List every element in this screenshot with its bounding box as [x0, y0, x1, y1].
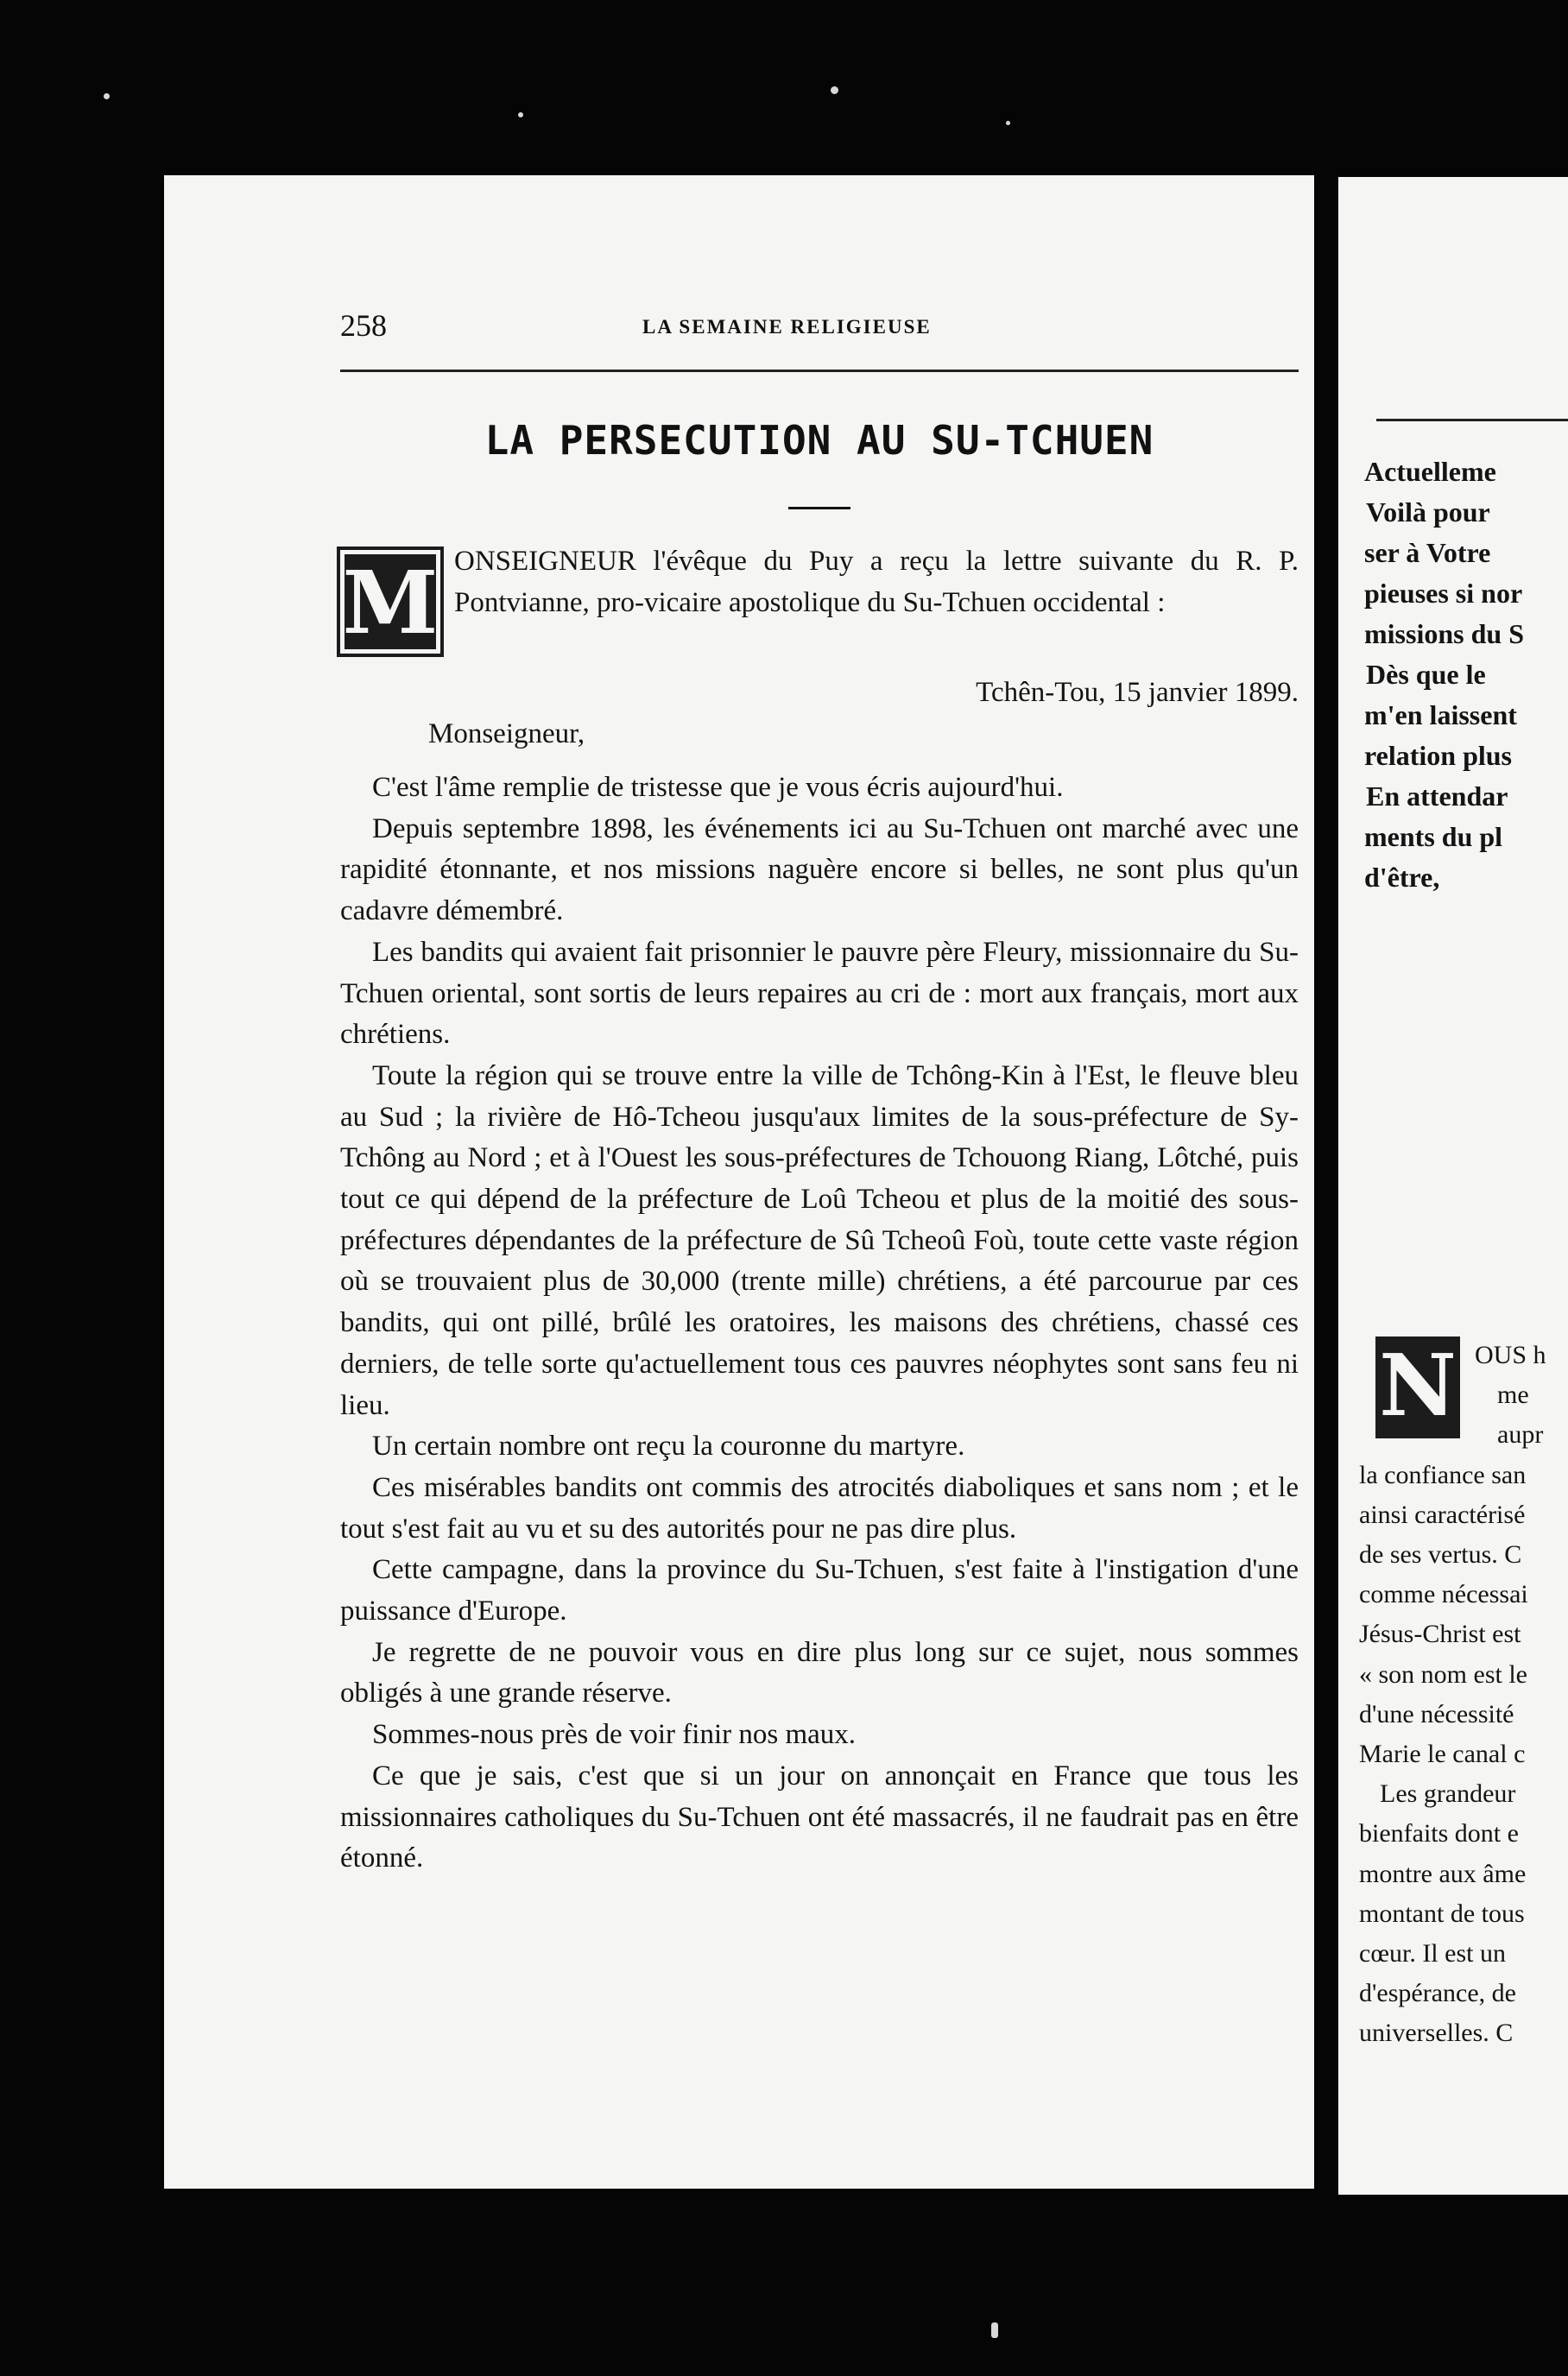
paragraph: Toute la région qui se trouve entre la ville de Tchông-Kin à l'Est, le fleuve bleu au Sud ; la rivière de Hô-Tcheou jusqu'aux limites de la sous-préfecture de Sy-Tchông au Nord ; et à l'Ouest les sous-préfectures de Tchouong Riang, Lôtché, puis tout ce qui dépend de la préfecture de Loû Tcheou et plus de la moitié des sous-préfectures dépendantes de la préfecture de Sû Tcheoû Foù, toute cette vaste région où se trouvaient plus de 30,000 (trente mille) chrétiens, a été parcourue par ces bandits, qui ont pillé, brûlé les oratoires, les maisons des chrétiens, chassé ces derniers, de telle sorte qu'actuellement tous ces pauvres néophytes sont sans feu ni lieu. — [340, 1059, 1299, 1421]
paragraph: C'est l'âme remplie de tristesse que je vous écris aujourd'hui. — [372, 772, 1064, 803]
text-line: Marie le canal c — [1359, 1740, 1526, 1769]
text-line: Les grandeur — [1380, 1779, 1516, 1809]
text-line: me — [1497, 1381, 1529, 1410]
scan-speck — [831, 86, 838, 94]
text-line: Dès que le — [1366, 659, 1486, 690]
title-divider — [788, 507, 850, 509]
text-line: pieuses si nor — [1364, 578, 1523, 609]
article-title: LA PERSECUTION AU SU-TCHUEN — [484, 417, 1154, 464]
intro-paragraph: ONSEIGNEUR l'évêque du Puy a reçu la lettre suivante du R. P. Pontvianne, pro-vicaire apostolique du Su-Tchuen occidental : — [454, 546, 1299, 618]
text-line: relation plus — [1364, 740, 1512, 771]
text-line: ser à Votre — [1364, 537, 1491, 568]
header-rule — [340, 370, 1299, 372]
right-page-upper-text — [1364, 452, 1568, 898]
text-line: OUS h — [1475, 1341, 1546, 1369]
header-rule — [1376, 419, 1568, 421]
paragraph: Un certain nombre ont reçu la couronne du martyre. — [372, 1431, 965, 1463]
text-line: « son nom est le — [1359, 1659, 1527, 1689]
left-page — [164, 175, 1314, 2189]
text-line: Actuelleme — [1364, 456, 1496, 487]
text-line: d'une nécessité — [1359, 1699, 1514, 1728]
text-line: montant de tous — [1359, 1899, 1525, 1928]
text-line: ainsi caractérisé — [1359, 1500, 1526, 1529]
decorated-initial-M — [337, 547, 444, 657]
text-line: la confiance san — [1359, 1460, 1527, 1489]
text-line: cœur. Il est un — [1359, 1939, 1506, 1968]
scan-speck — [518, 112, 523, 117]
paragraph: Sommes-nous près de voir finir nos maux. — [372, 1719, 857, 1751]
text-line: montre aux âme — [1359, 1859, 1527, 1888]
paragraph: Ces misérables bandits ont commis des atrocités diaboliques et sans nom ; et le tout s'est fait au vu et su des autorités pour ne pas dire plus. — [340, 1471, 1299, 1545]
text-line: aupr — [1497, 1420, 1544, 1450]
text-line: bienfaits dont e — [1359, 1819, 1519, 1848]
letter-date: Tchên-Tou, 15 janvier 1899. — [976, 677, 1299, 708]
paragraph: Cette campagne, dans la province du Su-Tchuen, s'est faite à l'instigation d'une puissance d'Europe. — [340, 1554, 1299, 1627]
right-page — [1338, 177, 1568, 2195]
running-head: LA SEMAINE RELIGIEUSE — [642, 316, 932, 338]
text-line: comme nécessai — [1359, 1580, 1528, 1609]
page-header — [340, 307, 1299, 343]
page-number: 258 — [340, 308, 387, 343]
right-page-lower-text — [1359, 1336, 1568, 2054]
text-line: d'espérance, de — [1359, 1979, 1516, 2008]
scan-speck — [1006, 121, 1010, 125]
text-line: ments du pl — [1364, 821, 1503, 852]
scan-speck — [991, 2322, 998, 2338]
scan-speck — [104, 93, 110, 99]
text-line: missions du S — [1364, 618, 1524, 649]
text-line: de ses vertus. C — [1359, 1540, 1522, 1570]
initial-letter: M — [342, 552, 439, 654]
letter-body — [340, 768, 1299, 1880]
initial-letter: N — [1379, 1336, 1457, 1436]
text-line: universelles. C — [1359, 2019, 1514, 2048]
paragraph: Je regrette de ne pouvoir vous en dire plus long sur ce sujet, nous sommes obligés à une grande réserve. — [340, 1636, 1299, 1709]
text-line: Voilà pour — [1366, 496, 1490, 528]
text-line: En attendar — [1366, 780, 1508, 812]
text-line: Jésus-Christ est — [1359, 1620, 1521, 1649]
salutation: Monseigneur, — [428, 718, 585, 749]
text-line: d'être, — [1364, 862, 1440, 893]
paragraph: Depuis septembre 1898, les événements ici au Su-Tchuen ont marché avec une rapidité étonnante, et nos missions naguère encore si belles, ne sont plus qu'un cadavre démembré. — [340, 812, 1299, 927]
paragraph: Ce que je sais, c'est que si un jour on annonçait en France que tous les missionnaires catholiques du Su-Tchuen ont été massacrés, il ne faudrait pas en être étonné. — [340, 1760, 1299, 1874]
paragraph: Les bandits qui avaient fait prisonnier le pauvre père Fleury, missionnaire du Su-Tchuen oriental, sont sortis de leurs repaires au cri de : mort aux français, mort aux chrétiens. — [340, 936, 1299, 1051]
text-line: m'en laissent — [1364, 699, 1517, 730]
